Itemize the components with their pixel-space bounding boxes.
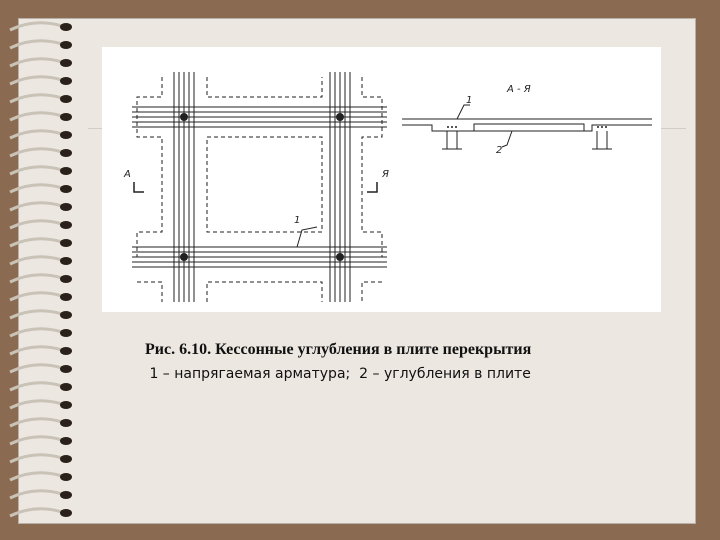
section-title: А - Я: [507, 84, 531, 95]
binding-hole: [60, 347, 72, 355]
binding-hole: [60, 491, 72, 499]
spiral-coil: [10, 59, 62, 66]
spiral-coil: [10, 95, 62, 102]
binding-hole: [60, 257, 72, 265]
binding-hole: [60, 509, 72, 517]
spiral-coil: [10, 203, 62, 210]
spiral-coil: [10, 293, 62, 300]
spiral-coil: [10, 311, 62, 318]
spiral-coil: [10, 419, 62, 426]
binding-hole: [60, 473, 72, 481]
binding-hole: [60, 437, 72, 445]
spiral-coil: [10, 41, 62, 48]
tendon-band-horizontal-top: [132, 107, 387, 127]
tendon-band-horizontal-bottom: [132, 247, 387, 267]
binding-hole: [60, 131, 72, 139]
spiral-coil: [10, 131, 62, 138]
section-tendons: [447, 126, 607, 128]
binding-hole: [60, 149, 72, 157]
spiral-coil: [10, 401, 62, 408]
spiral-coil: [10, 347, 62, 354]
binding-hole: [60, 329, 72, 337]
binding-hole: [60, 221, 72, 229]
spiral-coil: [10, 365, 62, 372]
spiral-coil: [10, 491, 62, 498]
section-marker-right: [367, 182, 377, 192]
caption-legend: 1 – напрягаемая арматура; 2 – углубления в плите: [145, 366, 531, 382]
spiral-coil: [10, 149, 62, 156]
binding-hole: [60, 293, 72, 301]
spiral-coil: [10, 455, 62, 462]
binding-hole: [60, 239, 72, 247]
spiral-coil: [10, 23, 62, 30]
spiral-coil: [10, 257, 62, 264]
spiral-coil: [10, 437, 62, 444]
binding-hole: [60, 113, 72, 121]
spiral-coil: [10, 185, 62, 192]
spiral-coil: [10, 167, 62, 174]
binding-hole: [60, 167, 72, 175]
spiral-coil: [10, 473, 62, 480]
section-marker-left: [134, 182, 144, 192]
spiral-binding: [0, 14, 90, 524]
binding-hole: [60, 455, 72, 463]
figure-caption: [145, 340, 685, 384]
spiral-coil: [10, 509, 62, 516]
spiral-coil: [10, 275, 62, 282]
binding-hole: [60, 311, 72, 319]
callout-tendon-plan: 1: [294, 215, 301, 226]
spiral-coil: [10, 329, 62, 336]
binding-hole: [60, 95, 72, 103]
section-label-right: Я: [382, 169, 389, 180]
spiral-coil: [10, 239, 62, 246]
slab-drawing-figure: [102, 47, 661, 312]
spiral-coil: [10, 77, 62, 84]
binding-hole: [60, 419, 72, 427]
section-view: [402, 105, 652, 149]
callout-tendon-section: 1: [466, 95, 473, 106]
callout-recess-section: 2: [496, 145, 503, 156]
binding-hole: [60, 59, 72, 67]
callout-leader-plan: [297, 227, 317, 247]
binding-hole: [60, 275, 72, 283]
section-label-left: А: [124, 169, 131, 180]
binding-hole: [60, 23, 72, 31]
binding-hole: [60, 401, 72, 409]
column-nodes: [180, 113, 344, 261]
spiral-coil: [10, 221, 62, 228]
binding-hole: [60, 203, 72, 211]
slab-drawing: [102, 47, 661, 312]
binding-hole: [60, 185, 72, 193]
caption-title: Рис. 6.10. Кессонные углубления в плите перекрытия: [145, 341, 532, 358]
binding-hole: [60, 41, 72, 49]
binding-hole: [60, 383, 72, 391]
spiral-coil: [10, 383, 62, 390]
binding-hole: [60, 77, 72, 85]
binding-hole: [60, 365, 72, 373]
spiral-coil: [10, 113, 62, 120]
